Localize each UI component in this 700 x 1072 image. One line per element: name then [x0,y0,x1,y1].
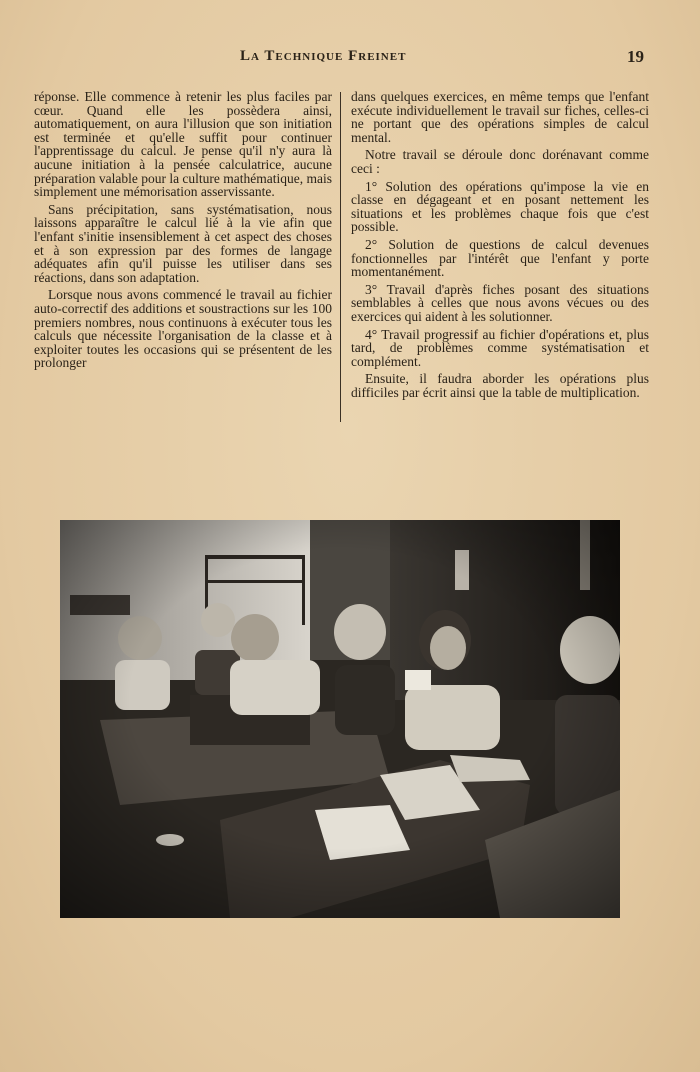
right-column [351,90,649,403]
paragraph: Notre travail se déroule donc dorénavant comme ceci : [351,147,649,176]
text-columns [34,90,649,430]
paragraph: Lorsque nous avons commencé le travail au fichier auto-correctif des additions et soustractions sur les 100 premiers nombres, nous continuons à exécuter tous les calculs que nécessite l'organisation de la classe et à exploiter toutes les occasions qui se présentent de les prolonger [34,287,332,371]
classroom-photo-illustration [60,520,620,918]
paragraph: 2° Solution de questions de calcul devenues fonctionnelles par l'intérêt que l'enfant y porte momentanément. [351,236,649,280]
paragraph: 3° Travail d'après fiches posant des situations semblables à celles que nous avons vécues ou des exercices qui aident à les solutionner. [351,281,649,324]
paragraph: 4° Travail progressif au fichier d'opérations et, plus tard, de problèmes comme systématisation et complément. [351,326,649,369]
paragraph: dans quelques exercices, en même temps que l'enfant exécute individuellement le travail sur fiches, celles-ci ne portant que des opérations simples de calcul mental. [351,89,649,145]
paragraph: réponse. Elle commence à retenir les plus faciles par cœur. Quand elle les possèdera ainsi, automatiquement, on aura l'illusion que son initiation est terminée et qu'elle suffit pour continuer l'apprentissage du calcul. Je pense qu'il n'y aura là aucune initiation à la pensée calculatrice, aucune préparation valable pour la culture mathématique, mais simplement une mémorisation asservissante. [34,89,333,200]
running-title: La Technique Freinet [240,48,407,64]
page-header [0,48,700,70]
page-number: 19 [627,47,644,66]
classroom-photo [60,520,620,918]
paragraph: Ensuite, il faudra aborder les opérations plus difficiles par écrit ainsi que la table de multiplication. [351,371,649,400]
column-divider [340,92,341,422]
paragraph: 1° Solution des opérations qu'impose la vie en classe en dégageant et en posant nettement les situations et les problèmes chaque fois que c'est possible. [351,178,649,235]
left-column [34,90,332,374]
paragraph: Sans précipitation, sans systématisation, nous laissons apparaître le calcul lié à la vie afin que l'enfant s'initie insensiblement à cet aspect des choses et à son expression par des formes de langage adéquates afin qu'il puisse les utiliser dans ses réactions, dans son adaptation. [34,201,332,285]
